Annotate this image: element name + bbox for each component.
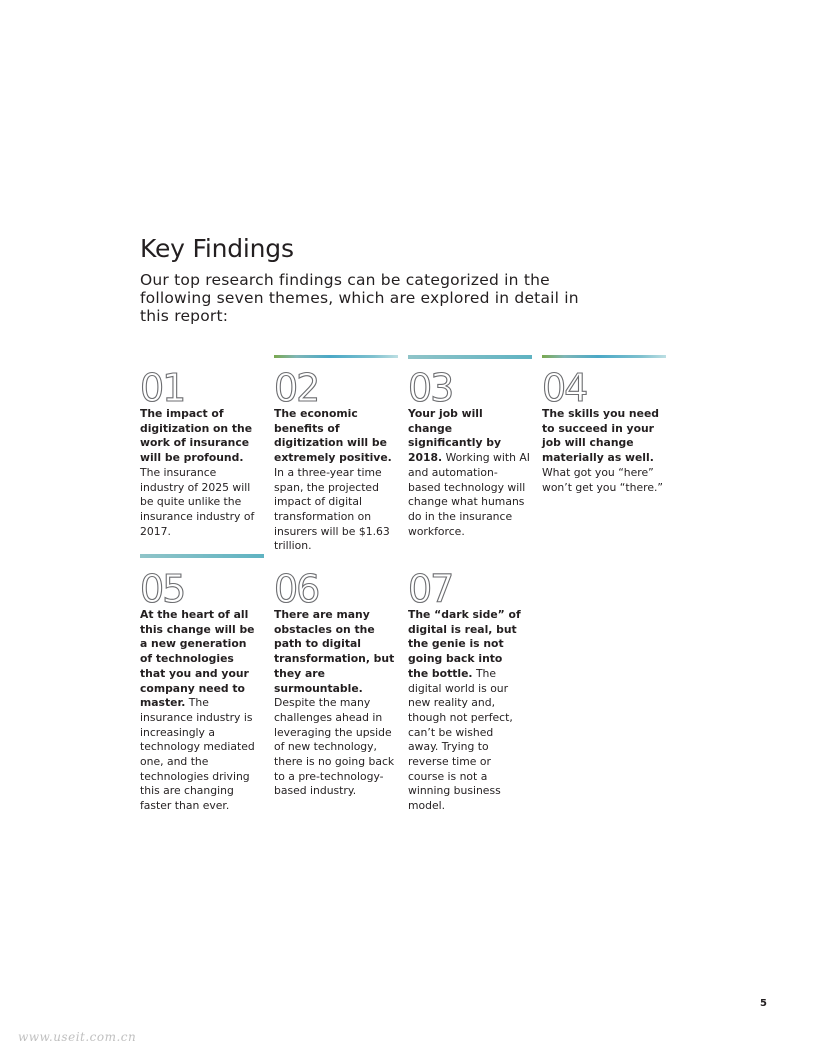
finding-text-02	[274, 407, 396, 554]
page-title: Key Findings	[140, 234, 294, 263]
finding-text-01	[140, 407, 262, 539]
finding-divider-04	[542, 355, 666, 358]
finding-number-06	[274, 571, 332, 605]
finding-01	[140, 370, 262, 539]
finding-headline-07: The “dark side” of digital is real, but the genie is not going back into the bottle.	[408, 608, 521, 680]
finding-body-05: The insurance industry is increasingly a technology mediated one, and the technologies driving this are changing faster than ever.	[140, 696, 255, 813]
finding-headline-02: The economic benefits of digitization will be extremely positive.	[274, 407, 392, 465]
finding-body-02: In a three-year time span, the projected impact of digital transformation on insurers will be $1.63 trillion.	[274, 465, 390, 553]
finding-number-04	[542, 370, 600, 404]
finding-07	[408, 571, 526, 814]
finding-05	[140, 571, 260, 814]
svg-text:05: 05	[140, 571, 185, 605]
finding-number-01	[140, 370, 198, 404]
finding-body-04: What got you “here” won’t get you “there.”	[542, 465, 663, 494]
finding-text-07	[408, 608, 526, 814]
finding-headline-01: The impact of digitization on the work of insurance will be profound.	[140, 407, 253, 465]
finding-number-07	[408, 571, 466, 605]
svg-text:07: 07	[408, 571, 453, 605]
finding-text-06	[274, 608, 396, 799]
svg-text:04: 04	[542, 370, 587, 404]
watermark: www.useit.com.cn	[18, 1030, 137, 1044]
finding-body-01: The insurance industry of 2025 will be quite unlike the insurance industry of 2017.	[140, 465, 255, 538]
svg-text:06: 06	[274, 571, 319, 605]
svg-text:01: 01	[140, 370, 185, 404]
finding-text-04	[542, 407, 670, 495]
finding-headline-05: At the heart of all this change will be a new generation of technologies that you and your company need to master.	[140, 608, 255, 710]
finding-text-03	[408, 407, 530, 539]
finding-text-05	[140, 608, 260, 814]
finding-number-05	[140, 571, 198, 605]
svg-text:02: 02	[274, 370, 319, 404]
finding-divider-03	[408, 355, 532, 359]
finding-body-06: Despite the many challenges ahead in leveraging the upside of new technology, there is no going back to a pre-technology-based industry.	[274, 696, 395, 798]
finding-03	[408, 370, 530, 539]
finding-divider-05	[140, 554, 264, 558]
finding-headline-06: There are many obstacles on the path to digital transformation, but they are surmountable.	[274, 608, 395, 695]
finding-06	[274, 571, 396, 799]
finding-headline-04: The skills you need to succeed in your job will change materially as well.	[542, 407, 659, 465]
finding-04	[542, 370, 670, 495]
finding-number-03	[408, 370, 466, 404]
finding-body-03: Working with AI and automation-based technology will change what humans do in the insurance workforce.	[408, 451, 530, 538]
finding-number-02	[274, 370, 332, 404]
finding-02	[274, 370, 396, 554]
finding-headline-03: Your job will change significantly by 2018.	[408, 407, 502, 465]
finding-body-07: The digital world is our new reality and, though not perfect, can’t be wished away. Trying to reverse time or course is not a winning business model.	[408, 666, 513, 813]
page-subtitle: Our top research findings can be categorized in the following seven themes, which are explored in detail in this report:	[140, 271, 579, 325]
page-number: 5	[760, 998, 767, 1009]
svg-text:03: 03	[408, 370, 453, 404]
finding-divider-02	[274, 355, 398, 358]
